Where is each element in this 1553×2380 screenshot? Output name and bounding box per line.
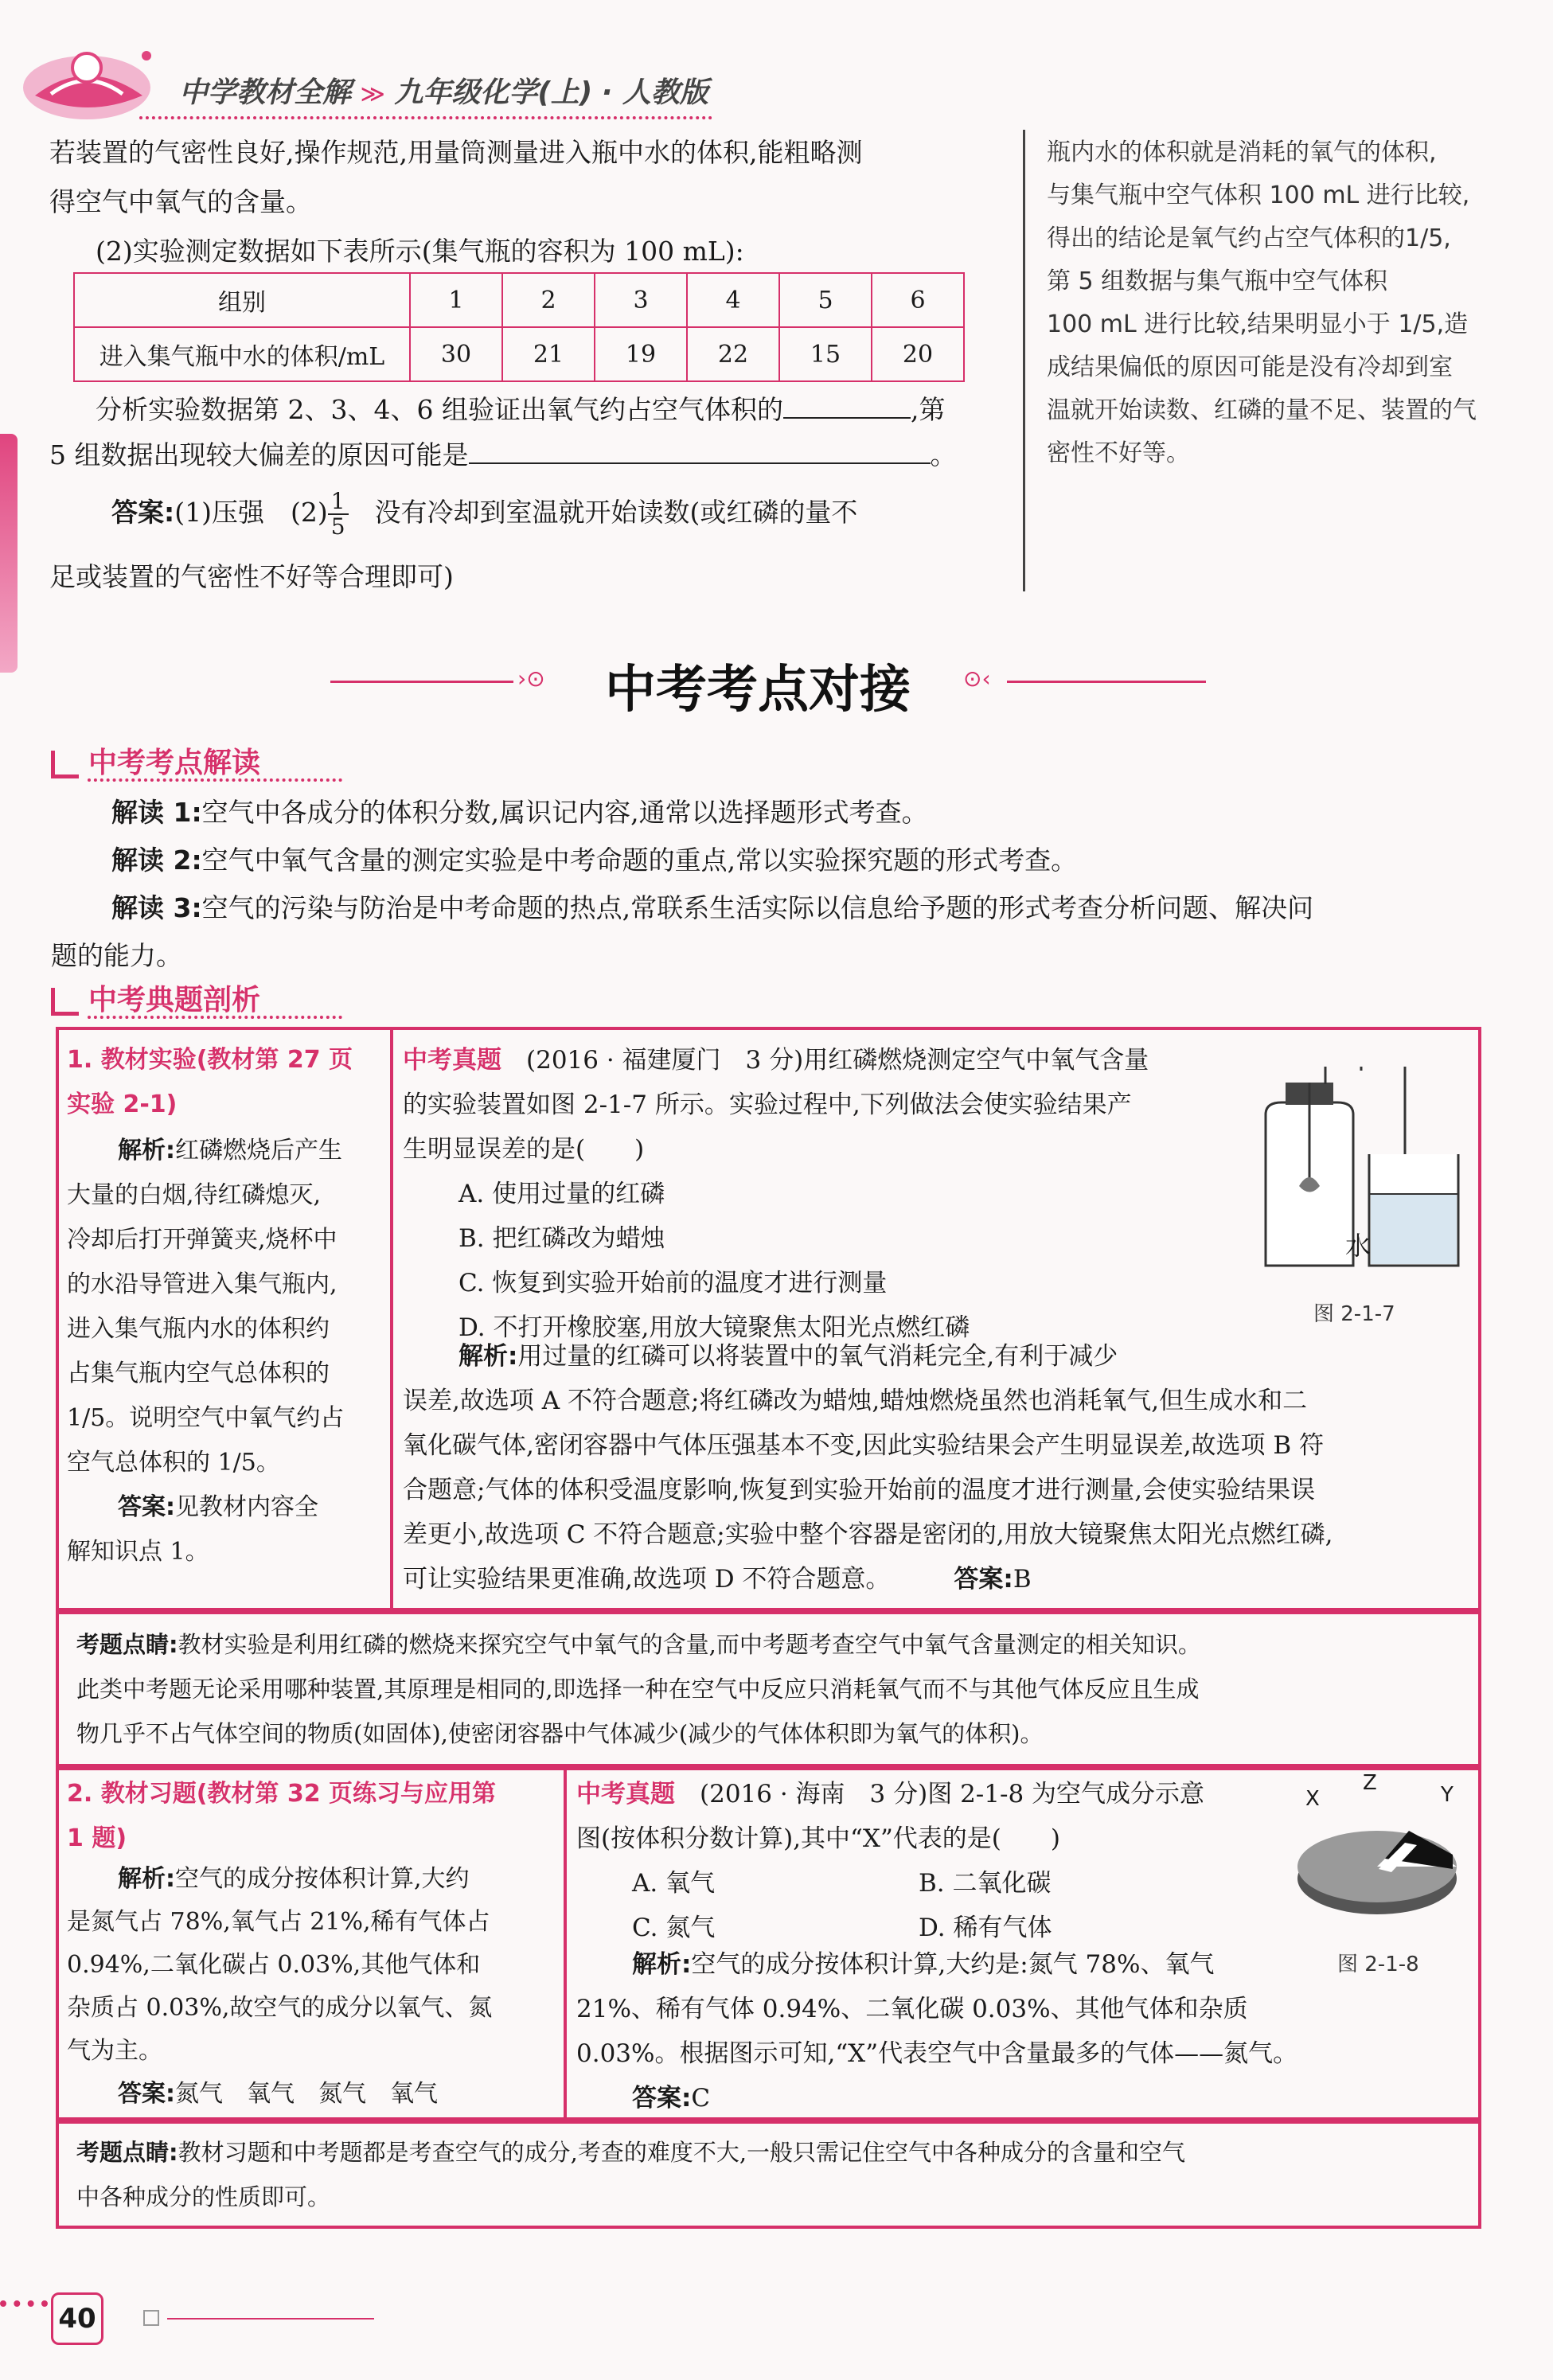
answer-text: (1)压强 (2) [174, 497, 328, 528]
box1-analysis-line [403, 1557, 1469, 1602]
side-note [1047, 131, 1493, 475]
box1-tip-line [76, 1622, 1461, 1667]
side-note-line: 瓶内水的体积就是消耗的氧气的体积, [1047, 139, 1437, 166]
box2-tip-text: 教材习题和中考题都是考查空气的成分,考查的难度不大,一般只需记住空气中各种成分的含量和空气 [178, 2139, 1186, 2166]
section-left-line [330, 681, 513, 683]
box1-analysis-text: 可让实验结果更准确,故选项 D 不符合题意。 [403, 1565, 891, 1594]
analysis-text: 5 组数据出现较大偏差的原因可能是 [49, 439, 469, 470]
box2-left-title-line: 1 题) [67, 1824, 127, 1852]
box2-left-line [67, 1858, 560, 1901]
box1-left-line [67, 1129, 385, 1173]
answer-line-cont: 足或装置的气密性不好等合理即可) [49, 561, 454, 592]
data-table [73, 272, 965, 382]
box1-tip [76, 1622, 1461, 1756]
box2-q-text: 图 2-1-8 为空气成分示意 [927, 1780, 1205, 1808]
table-cell: 组别 [74, 273, 410, 327]
box1-question [403, 1038, 1278, 1350]
table-row [74, 273, 964, 327]
header-divider [139, 116, 712, 119]
side-note-line: 密性不好等。 [1047, 439, 1190, 467]
table-cell: 15 [779, 327, 872, 381]
box2-left-text: 空气的成分按体积计算,大约 [175, 1865, 470, 1893]
side-note-line: 第 5 组数据与集气瓶中空气体积 [1047, 267, 1388, 295]
box1-left-line: 冷却后打开弹簧夹,烧杯中 [67, 1226, 338, 1254]
box2-question-line: 图(按体积分数计算),其中“X”代表的是( ) [576, 1824, 1060, 1853]
fig-x-label: X [1305, 1787, 1320, 1811]
box2-left-body [67, 1858, 560, 2116]
box1-analysis-line: 氧化碳气体,密闭容器中气体压强基本不变,因此实验结果会产生明显误差,故选项 B 符 [403, 1431, 1325, 1460]
page-number: 40 [51, 2292, 103, 2345]
header-book: 九年级化学(上) [394, 76, 593, 109]
reading-2 [111, 837, 1528, 884]
box2-tip-line [76, 2130, 1461, 2175]
answer-line [111, 490, 1003, 539]
box1-left-answer: 见教材内容全 [175, 1493, 318, 1521]
sub1-underline [88, 778, 342, 782]
answer-blank-2 [469, 437, 931, 464]
edge-tab [0, 434, 18, 673]
reading-text: 空气的污染与防治是中考命题的热点,常联系生活实际以信息给予题的形式考查分析问题、解决问 [201, 892, 1314, 923]
answer-text: 没有冷却到室温就开始读数(或红磷的量不 [348, 497, 858, 528]
fraction [328, 490, 349, 539]
box1-tip-text: 教材实验是利用红磷的燃烧来探究空气中氧气的含量,而中考题考查空气中氧气含量测定的相关知识。 [178, 1631, 1201, 1658]
box2-analysis-line: 21%、稀有气体 0.94%、二氧化碳 0.03%、其他气体和杂质 [576, 1995, 1248, 2023]
sub2-heading [51, 977, 260, 1018]
box2-left-answer-label: 答案: [118, 2080, 175, 2108]
reading-label: 解读 2: [111, 845, 202, 876]
box1-analysis-line: 差更小,故选项 C 不符合题意;实验中整个容器是密闭的,用放大镜聚焦太阳光点燃红磷, [403, 1520, 1333, 1549]
box1-left-body [67, 1129, 385, 1574]
option: C. 恢复到实验开始前的温度才进行测量 [458, 1269, 888, 1297]
table-cell: 1 [410, 273, 502, 327]
section-title: 中考考点对接 [605, 661, 911, 720]
option: A. 使用过量的红磷 [458, 1180, 665, 1208]
side-note-line: 与集气瓶中空气体积 100 mL 进行比较, [1047, 181, 1470, 209]
box2-divider [564, 1767, 567, 2121]
header-series: 中学教材全解 [179, 76, 352, 109]
section-marker-icon [51, 988, 79, 1016]
box2-analysis [576, 1942, 1468, 2121]
option: C. 氮气 [632, 1914, 716, 1942]
box2-left-line: 0.94%,二氧化碳占 0.03%,其他气体和 [67, 1951, 481, 1979]
box1-divider [390, 1030, 393, 1608]
table-cell: 20 [872, 327, 964, 381]
box1-left-line: 进入集气瓶内水的体积约 [67, 1315, 330, 1343]
header-logo [11, 32, 170, 127]
box1-left-answer-label: 答案: [118, 1493, 175, 1521]
box1-tip-label: 考题点睛: [76, 1631, 178, 1658]
box1-q-text: 用红磷燃烧测定空气中氧气含量 [803, 1046, 1149, 1075]
box2-left-analysis-label: 解析: [118, 1865, 175, 1893]
table-cell: 6 [872, 273, 964, 327]
box2-q-label: 中考真题 [576, 1780, 675, 1808]
box1-left-line: 解知识点 1。 [67, 1538, 209, 1566]
box1-analysis-label: 解析: [458, 1342, 518, 1371]
analysis-line-2 [49, 432, 997, 478]
option: B. 二氧化碳 [919, 1869, 1052, 1898]
box1-tip-line: 此类中考题无论采用哪种装置,其原理是相同的,即选择一种在空气中反应只消耗氧气而不与其他气体反应且生成 [76, 1676, 1200, 1703]
box1-left-line [67, 1485, 385, 1530]
fig-z-label: Z [1363, 1771, 1377, 1795]
box2-question [576, 1772, 1277, 1950]
reading-3-cont: 题的能力。 [51, 940, 182, 971]
footer-dots [0, 2291, 48, 2307]
section-right-arrow: ⊙‹ [963, 665, 991, 692]
section-right-line [1007, 681, 1206, 683]
reading-1 [111, 790, 1528, 836]
sub2-title: 中考典题剖析 [88, 984, 261, 1016]
box1-analysis-line: 合题意;气体的体积受温度影响,恢复到实验开始前的温度才进行测量,会使实验结果误 [403, 1476, 1316, 1504]
table-cell: 21 [502, 327, 595, 381]
option: D. 稀有气体 [919, 1914, 1052, 1942]
box1-analysis-text: 用过量的红磷可以将装置中的氧气消耗完全,有利于减少 [517, 1342, 1118, 1371]
option: D. 不打开橡胶塞,用放大镜聚焦太阳光点燃红磷 [458, 1313, 970, 1342]
box1-question-line: 生明显误差的是( ) [403, 1135, 645, 1164]
section-left-arrow: ›⊙ [517, 665, 545, 692]
table-row [74, 327, 964, 381]
answer-label: 答案: [111, 497, 175, 528]
column-divider [1023, 130, 1025, 591]
box2-analysis-line [576, 2076, 1468, 2121]
side-note-line: 成结果偏低的原因可能是没有冷却到室 [1047, 353, 1453, 381]
fraction-numerator: 1 [328, 490, 349, 515]
fig-water-label: 水 [1345, 1231, 1372, 1261]
box2-question-line [576, 1772, 1277, 1816]
box1-question-line: 的实验装置如图 2-1-7 所示。实验过程中,下列做法会使实验结果产 [403, 1091, 1132, 1119]
table-cell: 19 [595, 327, 687, 381]
box1-tip-line: 物几乎不占气体空间的物质(如固体),使密闭容器中气体减少(减少的气体体积即为氧气的体积)。 [76, 1720, 1044, 1747]
sub1-title: 中考考点解读 [88, 747, 261, 779]
top-para-2: 得空气中氧气的含量。 [49, 186, 312, 217]
box2-analysis-line: 0.03%。根据图示可知,“X”代表空气中含量最多的气体——氮气。 [576, 2039, 1298, 2068]
footer-marker-icon [143, 2310, 159, 2326]
reading-label: 解读 1: [111, 797, 202, 828]
footer-line [167, 2318, 374, 2320]
answer-blank-1 [783, 392, 911, 419]
reading-text: 空气中氧气含量的测定实验是中考命题的重点,常以实验探究题的形式考查。 [201, 845, 1078, 876]
table-cell: 4 [687, 273, 779, 327]
box1-analysis [403, 1334, 1469, 1602]
box2-left-title-line: 2. 教材习题(教材第 32 页练习与应用第 [67, 1780, 497, 1808]
box1-left-text: 红磷燃烧后产生 [175, 1137, 342, 1165]
table-cell: 30 [410, 327, 502, 381]
analysis-text: ,第 [910, 394, 946, 425]
analysis-line-1 [96, 387, 995, 433]
box1-left-line: 占集气瓶内空气总体积的 [67, 1360, 330, 1387]
box1-left-line: 1/5。说明空气中氧气约占 [67, 1404, 345, 1432]
option: A. 氧气 [632, 1869, 716, 1898]
fig-y-label: Y [1441, 1783, 1453, 1807]
box2-analysis-label: 解析: [632, 1950, 692, 1979]
box2-left-line: 是氮气占 78%,氧气占 21%,稀有气体占 [67, 1908, 490, 1936]
analysis-text: 分析实验数据第 2、3、4、6 组验证出氧气约占空气体积的 [96, 394, 783, 425]
section-marker-icon [51, 751, 79, 778]
box1-analysis-line [403, 1334, 1469, 1379]
box1-left-line: 大量的白烟,待红磷熄灭, [67, 1181, 322, 1209]
reading-3 [111, 885, 1536, 931]
side-note-line: 温就开始读数、红磷的量不足、装置的气 [1047, 396, 1477, 424]
fraction-denominator: 5 [330, 513, 345, 540]
box1-answer: B [1013, 1565, 1032, 1594]
box2-left-line [67, 2073, 560, 2116]
option: B. 把红磷改为蜡烛 [458, 1224, 665, 1253]
box2-left-line: 气为主。 [67, 2037, 162, 2065]
box1-analysis-line: 误差,故选项 A 不符合题意;将红磷改为蜡烛,蜡烛燃烧虽然也消耗氧气,但生成水和二 [403, 1387, 1308, 1415]
header-title: 中学教材全解 ≫ 九年级化学(上) · 人教版 [179, 76, 708, 109]
box1-q-label: 中考真题 [403, 1046, 501, 1075]
sub1-heading [51, 740, 260, 781]
top-para-1: 若装置的气密性良好,操作规范,用量筒测量进入瓶中水的体积,能粗略测 [49, 137, 863, 168]
box1-left-analysis-label: 解析: [118, 1137, 175, 1165]
fig-2-1-8-caption: 图 2-1-8 [1337, 1953, 1419, 1976]
side-note-line: 得出的结论是氧气约占空气体积的1/5, [1047, 224, 1451, 252]
box2-answer: C [691, 2084, 711, 2113]
header-edition: · 人教版 [601, 76, 708, 109]
box2-q-source: (2016 · 海南 3 分) [675, 1780, 928, 1808]
table-cell: 5 [779, 273, 872, 327]
side-note-line: 100 mL 进行比较,结果明显小于 1/5,造 [1047, 310, 1469, 338]
box1-left-line: 的水沿导管进入集气瓶内, [67, 1270, 338, 1298]
box2-answer-label: 答案: [632, 2084, 692, 2113]
option-row [576, 1861, 1277, 1906]
box1-left-line: 空气总体积的 1/5。 [67, 1449, 280, 1477]
table-cell: 3 [595, 273, 687, 327]
box2-tip-line: 中各种成分的性质即可。 [76, 2183, 331, 2210]
box1-question-line [403, 1038, 1278, 1083]
top-para-3: (2)实验测定数据如下表所示(集气瓶的容积为 100 mL): [96, 236, 744, 267]
table-cell: 22 [687, 327, 779, 381]
box2-left-title [67, 1772, 560, 1861]
fig-2-1-7-caption: 图 2-1-7 [1313, 1302, 1395, 1326]
box1-answer-label: 答案: [954, 1565, 1013, 1594]
box2-tip [76, 2130, 1461, 2219]
reading-text: 空气中各成分的体积分数,属识记内容,通常以选择题形式考查。 [201, 797, 928, 828]
box1-q-source: (2016 · 福建厦门 3 分) [501, 1046, 804, 1075]
sub2-underline [88, 1016, 342, 1019]
box2-left-answer: 氮气 氧气 氮气 氧气 [175, 2080, 438, 2108]
reading-label: 解读 3: [111, 892, 202, 923]
box2-analysis-text: 空气的成分按体积计算,大约是:氮气 78%、氧气 [691, 1950, 1215, 1979]
analysis-text: 。 [930, 439, 957, 470]
box2-tip-label: 考题点睛: [76, 2139, 178, 2166]
table-cell: 进入集气瓶中水的体积/mL [74, 327, 410, 381]
table-cell: 2 [502, 273, 595, 327]
box2-analysis-line [576, 1942, 1468, 1987]
box1-left-title [67, 1038, 353, 1127]
box1-left-title-line: 实验 2-1) [67, 1091, 178, 1118]
box2-left-line: 杂质占 0.03%,故空气的成分以氧气、氮 [67, 1994, 493, 2022]
box1-left-title-line: 1. 教材实验(教材第 27 页 [67, 1046, 353, 1074]
